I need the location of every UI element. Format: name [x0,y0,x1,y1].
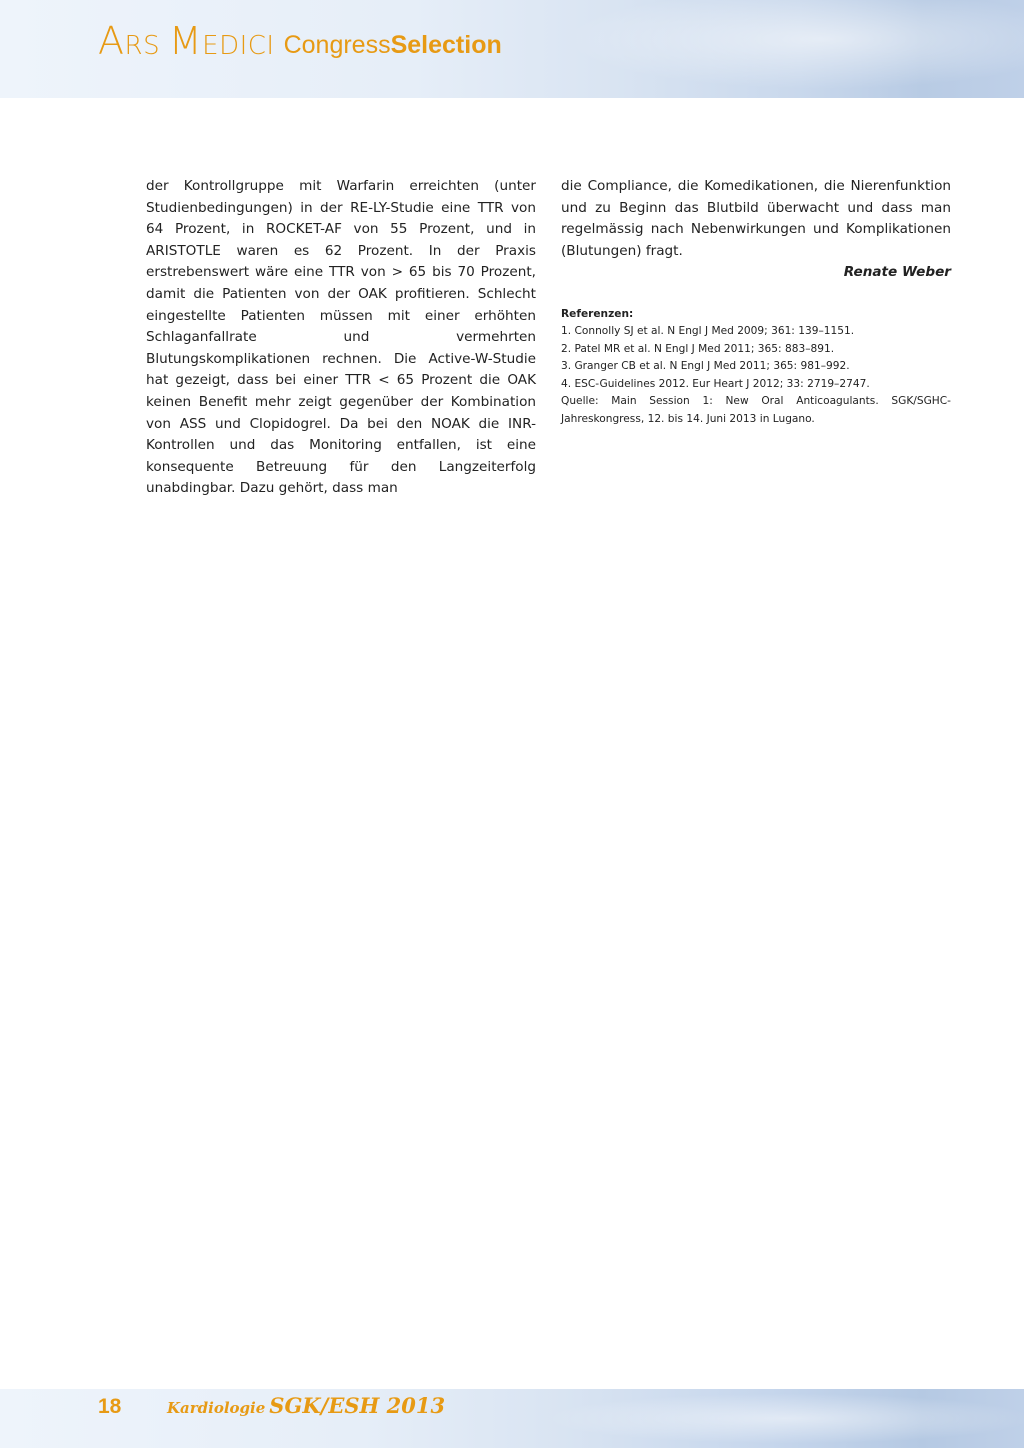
reference-item: 2. Patel MR et al. N Engl J Med 2011; 365: 883–891. [561,342,835,355]
reference-item: 1. Connolly SJ et al. N Engl J Med 2009; 361: 139–1151. [561,325,855,338]
footer-section: Kardiologie [167,1399,266,1417]
logo-congress-selection [284,33,502,60]
right-column [561,176,951,428]
body-paragraph-continued: die Compliance, die Komedikationen, die Nierenfunktion und zu Beginn das Blutbild überwacht und dass man regelmässig nach Nebenwirkungen und Komplikationen (Blutungen) fragt. [561,178,951,259]
logo-letter-m: M [168,19,203,63]
body-paragraph: der Kontrollgruppe mit Warfarin erreichten (unter Studienbedingungen) in der RE-LY-Studie eine TTR von 64 Prozent, in ROCKET-AF von 55 Prozent, und in ARISTOTLE waren es 62 Prozent. In der Praxis erstrebenswert wäre eine TTR von > 65 bis 70 Prozent, damit die Patienten von der OAK profitieren. Schlecht eingestellte Patienten müssen mit einer erhöhten Schlaganfallrate und vermehrten Blutungskomplikationen rechnen. Die Active-W-Studie hat gezeigt, dass bei einer TTR < 65 Prozent die OAK keinen Benefit mehr zeigt gegenüber der Kombination von ASS und Clopidogrel. Da bei den NOAK die INR-Kontrollen und das Monitoring entfallen, ist eine konsequente Betreuung für den Langzeiterfolg unabdingbar. Dazu gehört, dass man [146,178,536,497]
header-band [0,0,1024,98]
page-number: 18 [98,1395,122,1418]
references-list [561,323,951,393]
reference-item: 3. Granger CB et al. N Engl J Med 2011; 365: 981–992. [561,360,850,373]
author-name: Renate Weber [843,264,951,281]
logo-congress: Congress [283,31,391,59]
logo-letter-a: A [98,19,125,63]
source-note: Quelle: Main Session 1: New Oral Anticoagulants. SGK/SGHC-Jahreskongress, 12. bis 14. Juni 2013 in Lugano. [561,395,951,425]
references-title: Referenzen: [561,307,634,320]
logo-edici: EDICI [202,31,275,61]
reference-item: 4. ESC-Guidelines 2012. Eur Heart J 2012; 33: 2719–2747. [561,377,870,390]
logo-selection: Selection [390,31,502,59]
logo-rs: RS [124,31,169,61]
publication-logo [98,16,502,63]
footer-band [0,1389,1024,1448]
header-decoration [520,0,1024,98]
footer-decoration [500,1389,1024,1448]
footer-title [167,1393,445,1418]
references-section [561,306,951,394]
footer-event: SGK/ESH 2013 [269,1393,446,1418]
logo-ars-medici [98,19,275,63]
left-column [146,176,536,500]
